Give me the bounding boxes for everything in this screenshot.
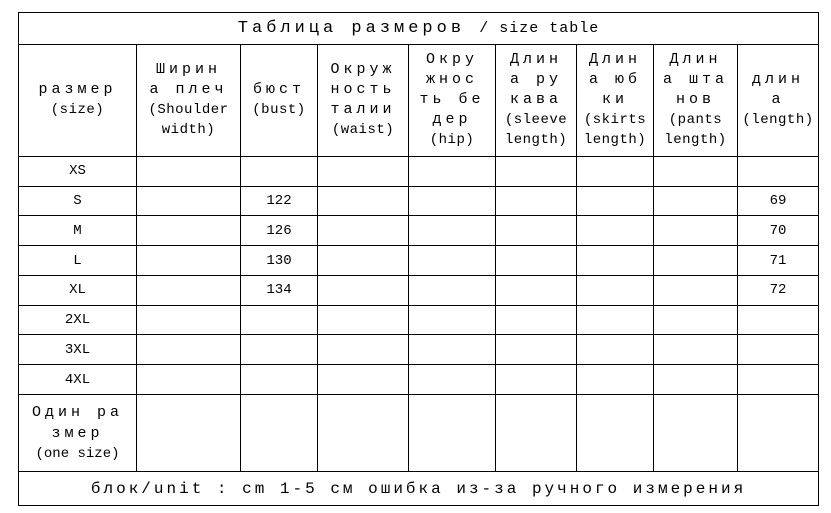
table-row (19, 365, 819, 395)
cell-shoulder-width (137, 216, 241, 246)
size-label: S (19, 186, 137, 216)
header-pants-length-en: (pants length) (664, 112, 727, 149)
cell-sleeve-length (496, 156, 577, 186)
cell-sleeve-length (496, 365, 577, 395)
cell-waist (318, 365, 409, 395)
cell-shoulder-width (137, 246, 241, 276)
header-waist (318, 44, 409, 156)
size-table-frame (18, 12, 818, 506)
cell-length (738, 365, 819, 395)
cell-sleeve-length (496, 305, 577, 335)
cell-waist (318, 186, 409, 216)
cell-sleeve-length (496, 186, 577, 216)
cell-bust (241, 335, 318, 365)
size-label: 3XL (19, 335, 137, 365)
cell-bust: 134 (241, 275, 318, 305)
header-hip-ru: Окру жнос ть бе дер (419, 51, 485, 129)
cell-bust (241, 305, 318, 335)
size-table (18, 12, 819, 506)
cell-shoulder-width (137, 305, 241, 335)
header-hip (409, 44, 496, 156)
header-waist-en: (waist) (331, 122, 395, 139)
cell-skirts-length (577, 365, 654, 395)
header-sleeve-length (496, 44, 577, 156)
cell-bust (241, 365, 318, 395)
cell-length (738, 395, 819, 472)
cell-hip (409, 305, 496, 335)
cell-hip (409, 216, 496, 246)
cell-skirts-length (577, 335, 654, 365)
header-size-en: (size) (50, 102, 105, 119)
size-label: XS (19, 156, 137, 186)
size-label: M (19, 216, 137, 246)
header-hip-en: (hip) (429, 132, 475, 149)
cell-waist (318, 395, 409, 472)
header-sleeve-length-ru: Длин а ру кава (509, 51, 562, 109)
cell-bust: 122 (241, 186, 318, 216)
table-row (19, 305, 819, 335)
header-skirts-length-en: (skirts length) (583, 112, 647, 149)
table-row (19, 246, 819, 276)
header-pants-length (654, 44, 738, 156)
cell-bust (241, 156, 318, 186)
header-pants-length-ru: Длин а шта нов (662, 51, 728, 109)
cell-bust (241, 395, 318, 472)
cell-shoulder-width (137, 365, 241, 395)
cell-shoulder-width (137, 335, 241, 365)
title-ru: Таблица размеров (237, 18, 466, 38)
cell-pants-length (654, 365, 738, 395)
cell-pants-length (654, 305, 738, 335)
header-size-ru: размер (38, 81, 117, 99)
size-label: 4XL (19, 365, 137, 395)
cell-length (738, 305, 819, 335)
cell-pants-length (654, 246, 738, 276)
title-en: / size table (479, 19, 600, 37)
table-row (19, 156, 819, 186)
cell-skirts-length (577, 275, 654, 305)
cell-sleeve-length (496, 335, 577, 365)
cell-sleeve-length (496, 216, 577, 246)
cell-hip (409, 186, 496, 216)
cell-skirts-length (577, 246, 654, 276)
cell-sleeve-length (496, 275, 577, 305)
cell-waist (318, 335, 409, 365)
cell-pants-length (654, 395, 738, 472)
cell-skirts-length (577, 186, 654, 216)
table-row (19, 275, 819, 305)
size-label: 2XL (19, 305, 137, 335)
header-shoulder-width (137, 44, 241, 156)
size-label: L (19, 246, 137, 276)
size-label: XL (19, 275, 137, 305)
header-row (19, 44, 819, 156)
header-bust-en: (bust) (252, 102, 306, 119)
header-length-en: (length) (742, 112, 814, 129)
cell-sleeve-length (496, 395, 577, 472)
cell-length: 69 (738, 186, 819, 216)
cell-hip (409, 156, 496, 186)
header-skirts-length-ru: Длин а юб ки (588, 51, 641, 109)
cell-length (738, 156, 819, 186)
cell-hip (409, 335, 496, 365)
header-shoulder-width-ru: Ширин а плеч (149, 61, 228, 99)
cell-sleeve-length (496, 246, 577, 276)
footer-row (19, 472, 819, 506)
cell-waist (318, 156, 409, 186)
cell-waist (318, 246, 409, 276)
cell-skirts-length (577, 156, 654, 186)
header-bust-ru: бюст (252, 81, 305, 99)
table-title (19, 13, 819, 45)
cell-pants-length (654, 275, 738, 305)
cell-pants-length (654, 156, 738, 186)
cell-skirts-length (577, 395, 654, 472)
cell-waist (318, 275, 409, 305)
cell-shoulder-width (137, 156, 241, 186)
cell-pants-length (654, 335, 738, 365)
table-row (19, 186, 819, 216)
cell-hip (409, 395, 496, 472)
cell-shoulder-width (137, 275, 241, 305)
cell-length: 70 (738, 216, 819, 246)
unit-note: блок/unit : cm 1-5 см ошибка из-за ручного измерения (19, 472, 819, 506)
cell-pants-length (654, 186, 738, 216)
cell-length: 72 (738, 275, 819, 305)
title-row (19, 13, 819, 45)
one-size-en: (one size) (35, 445, 120, 462)
cell-pants-length (654, 216, 738, 246)
header-size (19, 44, 137, 156)
cell-shoulder-width (137, 395, 241, 472)
cell-length: 71 (738, 246, 819, 276)
header-bust (241, 44, 318, 156)
header-waist-ru: Окруж ность талии (330, 61, 396, 119)
cell-skirts-length (577, 305, 654, 335)
header-skirts-length (577, 44, 654, 156)
table-row-one-size (19, 395, 819, 472)
cell-length (738, 335, 819, 365)
size-label-one-size (19, 395, 137, 472)
cell-waist (318, 305, 409, 335)
header-length-ru: длин а (752, 71, 805, 109)
cell-skirts-length (577, 216, 654, 246)
one-size-ru: Один ра змер (31, 403, 123, 442)
cell-bust: 126 (241, 216, 318, 246)
cell-shoulder-width (137, 186, 241, 216)
cell-bust: 130 (241, 246, 318, 276)
table-row (19, 216, 819, 246)
header-sleeve-length-en: (sleeve length) (504, 112, 568, 149)
header-shoulder-width-en: (Shoulder width) (148, 102, 229, 139)
cell-waist (318, 216, 409, 246)
cell-hip (409, 246, 496, 276)
table-row (19, 335, 819, 365)
cell-hip (409, 365, 496, 395)
header-length (738, 44, 819, 156)
cell-hip (409, 275, 496, 305)
